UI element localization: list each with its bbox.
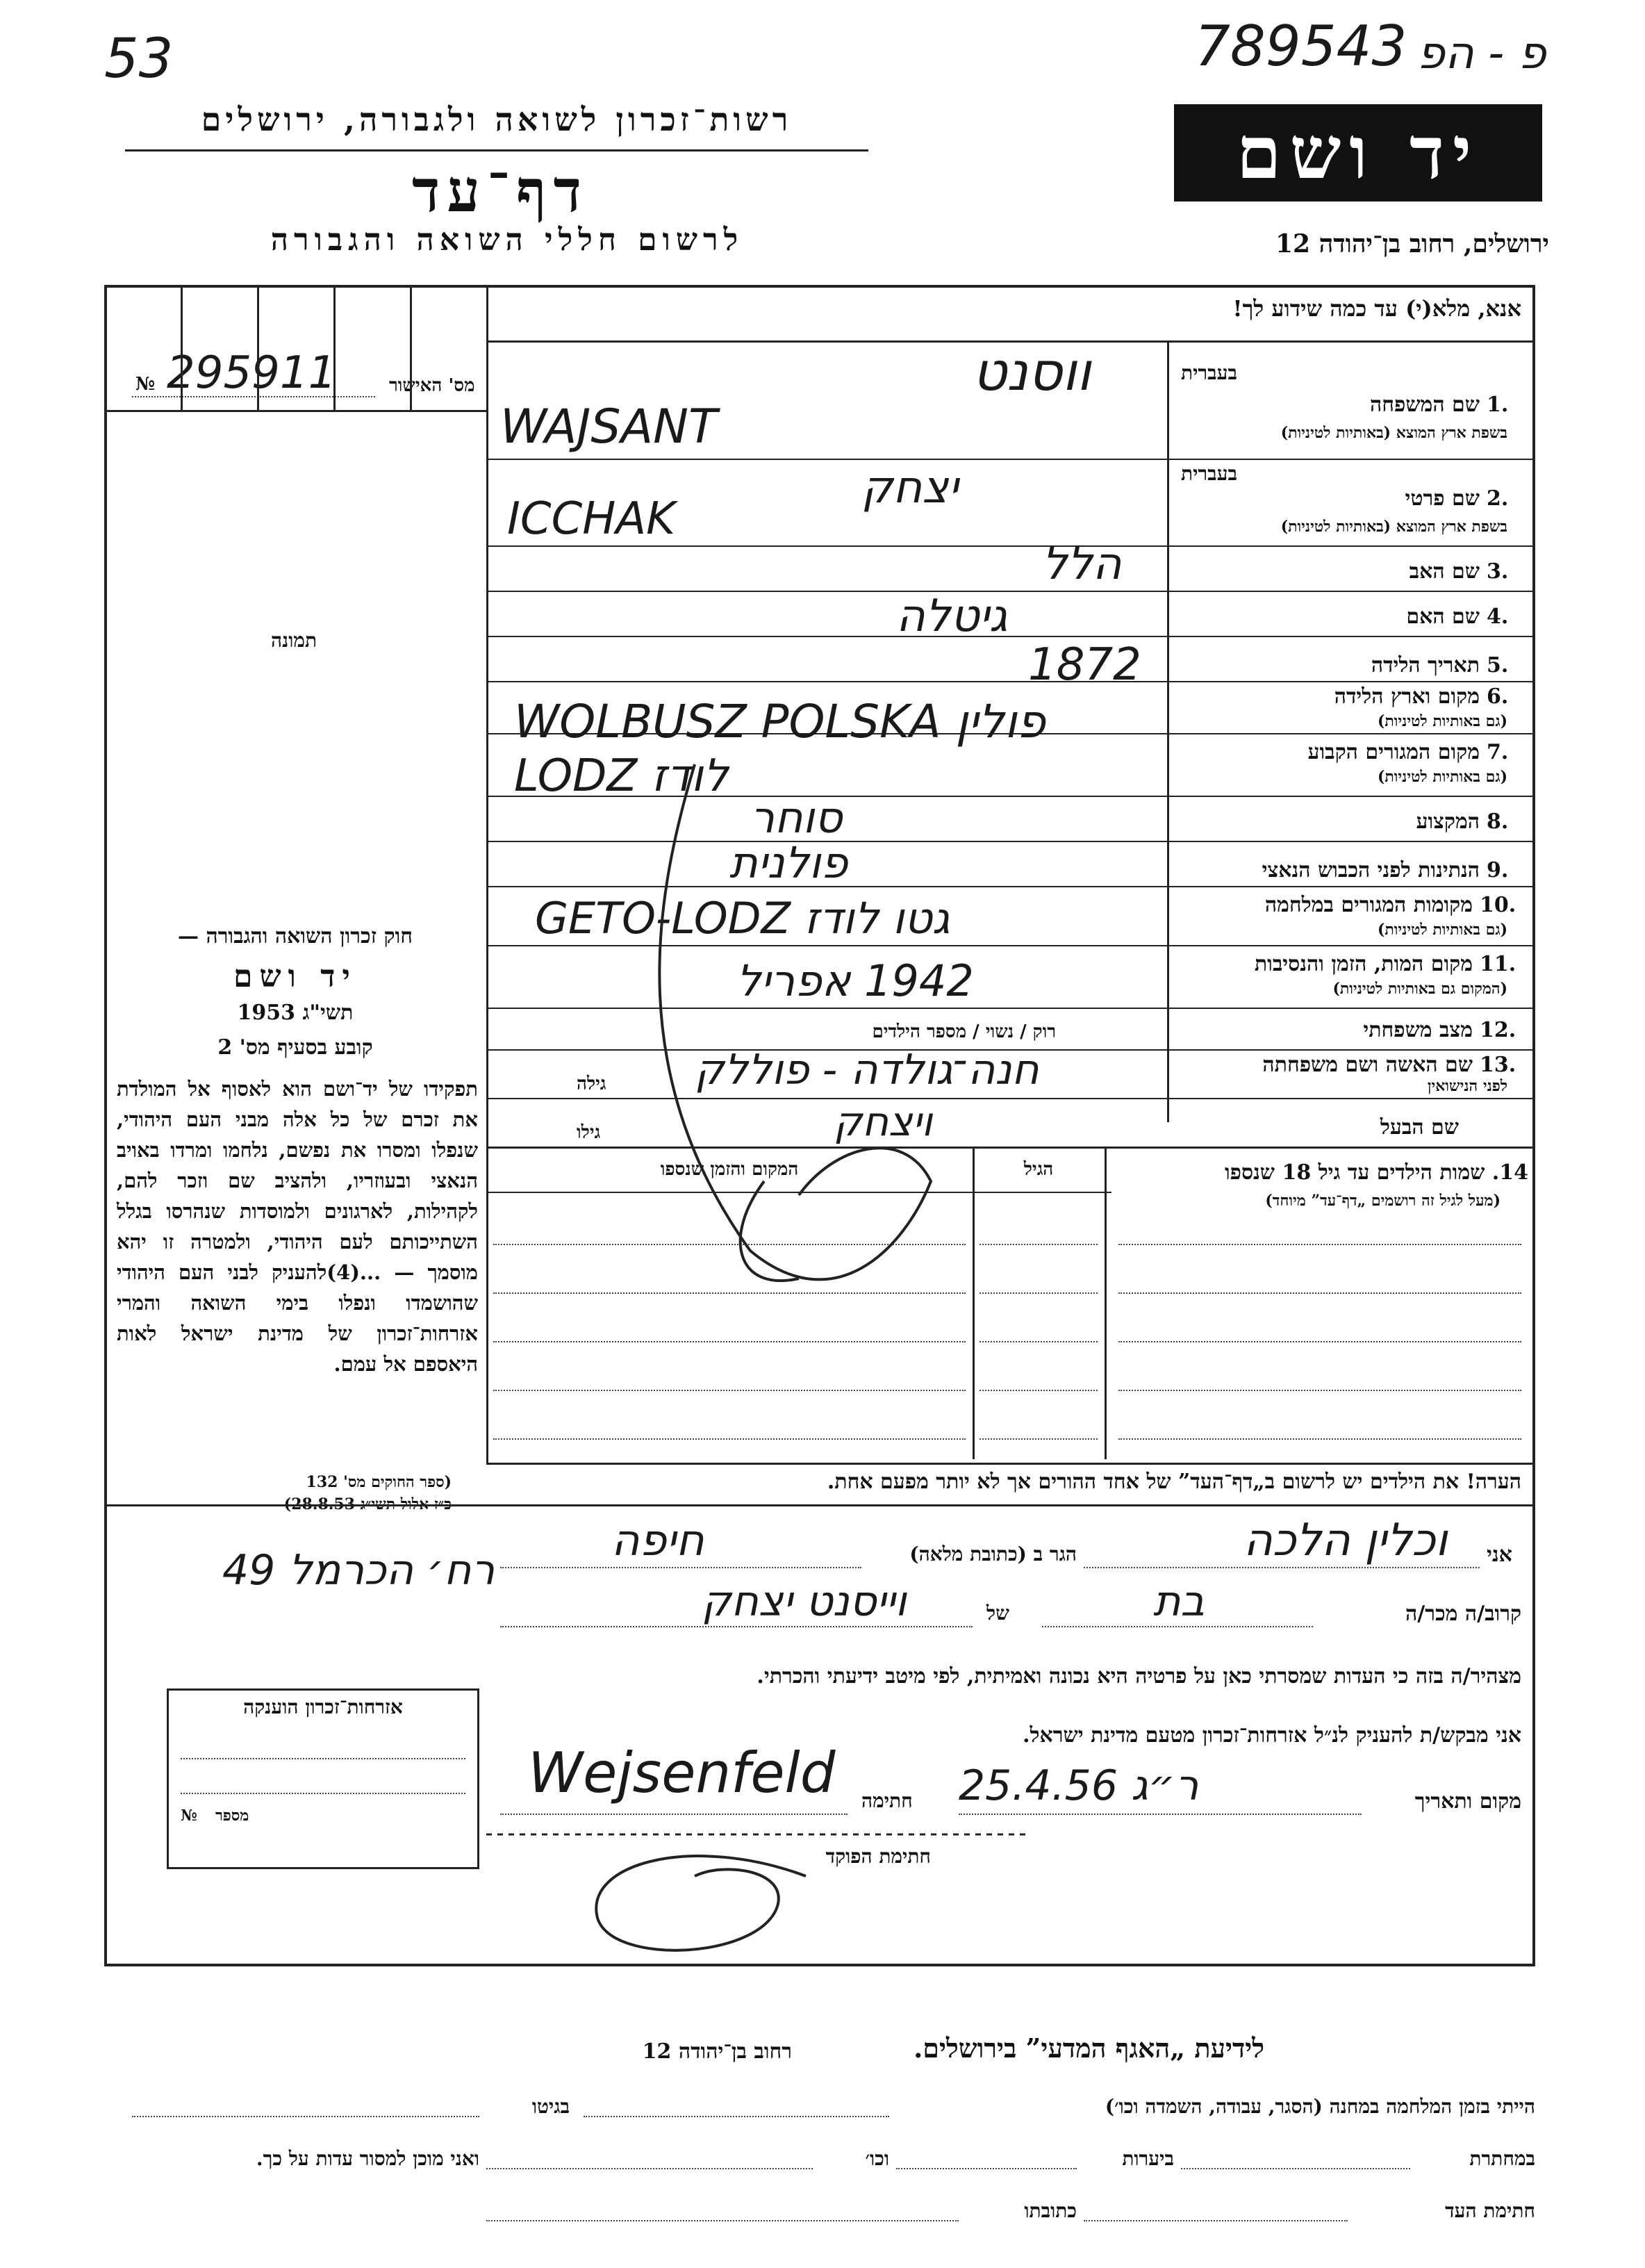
family-status-options: רוק / נשוי / מספר הילדים [872, 1021, 1056, 1042]
science-line2-b: ביערות [1122, 2147, 1174, 2170]
decl-officer-label: חתימת הפוקד [825, 1845, 931, 1868]
logo-text: יד ושם [1236, 110, 1480, 195]
decl-statement: מצהיר/ה בזה כי העדות שמסרתי כאן על פרטיה היא נכונה ואמיתית, לפי מיטב ידיעתי והכרתי. [757, 1664, 1521, 1688]
field-10-value: GETO-LODZ גטו לודז [535, 893, 950, 944]
field-7-num: 7. [1487, 740, 1509, 764]
field-5-num: 5. [1487, 653, 1509, 677]
science-line2-a: במחתרת [1469, 2147, 1535, 2170]
decl-place-date: ר״ג 25.4.56 [959, 1761, 1199, 1810]
field-6-sub: (גם באותיות לטיניות) [1377, 712, 1507, 730]
note-text: הערה! את הילדים יש לרשום ב„דף־העד” של אחד ההורים אך לא יותר מפעם אחת. [827, 1470, 1521, 1494]
field-13-value: חנה־גולדה - פוללק [695, 1046, 1039, 1094]
field-8-num: 8. [1487, 810, 1509, 834]
field-1-hebrew-value: ווסנט [973, 340, 1091, 402]
field-1-label: שם המשפחה [1369, 393, 1480, 417]
decl-signature: Wejsenfeld [528, 1741, 836, 1805]
field-11-sub: (המקום גם באותיות לטיניות) [1332, 980, 1507, 998]
field-2-sub: בשפת ארץ המוצא (באותיות לטיניות) [1280, 518, 1507, 536]
decl-relation: בת [1153, 1577, 1205, 1626]
decl-relative-name: וייסנט יצחק [702, 1577, 907, 1626]
authority-line: רשות־זכרון לשואה ולגבורה, ירושלים [201, 101, 793, 138]
science-line1-a: הייתי בזמן המלחמה במחנה (הסגר, עבודה, השמדה וכו׳) [1105, 2095, 1535, 2118]
field-9-value: פולנית [729, 837, 848, 888]
field-3-value: הלל [1042, 539, 1122, 590]
science-line2-c: וכו׳ [865, 2147, 889, 2170]
field-4-label: שם האם [1406, 605, 1480, 629]
decl-place-date-label: מקום ותאריך [1414, 1789, 1521, 1814]
field-7-value: LODZ לודז [514, 750, 729, 802]
law-name: יד ושם [233, 959, 357, 994]
decl-address: חיפה [611, 1515, 704, 1566]
decl-relative-label: קרוב/ה מכר/ה [1405, 1602, 1521, 1626]
science-address: רחוב בן־יהודה 12 [642, 2039, 792, 2064]
field-9-num: 9. [1487, 858, 1509, 882]
field-10-label: מקומות המגורים במלחמה [1264, 893, 1473, 917]
field-2-label: שם פרטי [1405, 486, 1480, 511]
field-husband-label: שם הבעל [1380, 1115, 1459, 1140]
page-number: 53 [104, 28, 174, 90]
decl-address-extra: רח׳ הכרמל 49 [222, 1546, 495, 1595]
decl-of-label: של [986, 1602, 1009, 1625]
citizenship-number-label: מספר [215, 1807, 249, 1825]
field-2-num: 2. [1487, 486, 1509, 511]
science-title: לידיעת „האגף המדעי” בירושלים. [914, 2032, 1264, 2064]
field-11-num: 11. [1480, 952, 1516, 976]
field-2-hebrew-value: יצחק [861, 462, 959, 513]
citizenship-symbol: № [181, 1807, 197, 1825]
field-6-label: מקום וארץ הלידה [1334, 684, 1480, 709]
children-place-col: המקום והזמן שנספו [660, 1159, 799, 1180]
law-body: תפקידו של יד־ושם הוא לאסוף אל המולדת את זכרם של כל אלה מבני העם היהודי, שנפלו ומסרו את נפשם, נלחמו ומרדו באויב הנאצי ובעוזריו, ולהציב שם וזכר להם, לקהילות, לארגונים ולמוסדות שנהרסו בגלל השתייכותם לעם היהודי, ולמטרה זו יהא מוסמך — ...(4)להעניק לבני העם היהודי שהושמדו ונפלו בימי השואה והמרי אזרחות־זכרון של מדינת ישראל לאות היאספם אל עמם. [117, 1077, 478, 1376]
archive-number: 789543 [1195, 14, 1407, 79]
law-year: תשי"ג 1953 [237, 1001, 354, 1025]
field-husband-value: ויצחק [834, 1098, 933, 1145]
field-7-label: מקום המגורים הקבוע [1307, 740, 1480, 764]
field-4-num: 4. [1487, 605, 1509, 629]
science-line3-a: חתימת העד [1445, 2199, 1535, 2222]
science-line2-d: ואני מוכן למסור עדות על כך. [256, 2147, 479, 2170]
field-11-label: מקום המות, הזמן והנסיבות [1254, 952, 1473, 976]
law-section: קובע בסעיף מס' 2 [217, 1035, 373, 1060]
law-footnote-2: כ״ז אלול תשי״ג 28.8.53) [283, 1495, 452, 1513]
field-1-num: 1. [1487, 393, 1509, 417]
field-12-label: מצב משפחתי [1363, 1018, 1473, 1042]
field-11-value: 1942 אפריל [736, 955, 974, 1006]
field-13-label: שם האשה ושם משפחתה [1262, 1053, 1473, 1077]
children-age-col: הגיל [1023, 1159, 1054, 1180]
approval-symbol: № [135, 374, 156, 395]
field-9-label: הנתינות לפני הכבוש הנאצי [1262, 858, 1480, 882]
subtitle: לרשום חללי השואה והגבורה [270, 222, 744, 258]
field-8-value: סוחר [750, 792, 843, 843]
law-title: חוק זכרון השואה והגבורה — [178, 924, 413, 948]
approval-label: מס' האישור [389, 375, 475, 396]
age-label-wife: גילה [577, 1074, 606, 1094]
children-sub: (מעל לגיל זה רושמים „דף־עד” מיוחד) [1265, 1192, 1501, 1210]
field-6-value: WOLBUSZ POLSKA פולין [514, 695, 1045, 748]
field-2-hebrew-tag: בעברית [1181, 462, 1238, 485]
field-10-num: 10. [1480, 893, 1516, 917]
decl-name: וכלין הלכה [1243, 1515, 1448, 1566]
field-13-sub: לפני הנישואין [1427, 1077, 1507, 1095]
page-title: דף־עד [411, 156, 588, 225]
age-label-husband: גילו [577, 1122, 601, 1143]
field-1-latin-value: WAJSANT [500, 400, 718, 454]
field-1-sub: בשפת ארץ המוצא (באותיות לטיניות) [1280, 424, 1507, 442]
field-2-latin-value: ICCHAK [507, 493, 676, 545]
field-13-num: 13. [1480, 1053, 1516, 1077]
science-line1-b: בגיטו [531, 2095, 570, 2118]
header-address: ירושלים, רחוב בן־יהודה 12 [1275, 229, 1549, 258]
field-10-sub: (גם באותיות לטיניות) [1377, 921, 1507, 939]
decl-request: אני מבקש/ת להעניק לנ״ל אזרחות־זכרון מטעם מדינת ישראל. [1023, 1723, 1521, 1748]
field-8-label: המקצוע [1416, 810, 1480, 834]
instruction: אנא, מלא(י) עד כמה שידוע לך! [1232, 295, 1521, 322]
photo-label: תמונה [271, 629, 317, 652]
field-3-label: שם האב [1409, 559, 1480, 584]
field-5-label: תאריך הלידה [1371, 653, 1480, 677]
field-1-hebrew-tag: בעברית [1181, 361, 1238, 384]
children-label: 14. שמות הילדים עד גיל 18 שנספו [1224, 1160, 1528, 1185]
approval-number: 295911 [167, 347, 337, 399]
field-5-value: 1872 [1028, 639, 1141, 691]
archive-code: פ - הפ [1417, 28, 1546, 79]
field-12-num: 12. [1480, 1018, 1516, 1042]
field-7-sub: (גם באותיות לטיניות) [1377, 768, 1507, 786]
decl-resides-label: הגר ב (כתובת מלאה) [909, 1543, 1077, 1566]
decl-i-label: אני [1487, 1543, 1512, 1567]
citizenship-title: אזרחות־זכרון הוענקה [243, 1695, 403, 1718]
field-6-num: 6. [1487, 684, 1509, 709]
field-3-num: 3. [1487, 559, 1509, 584]
science-line3-b: כתובתו [1024, 2199, 1077, 2222]
field-4-value: גיטלה [896, 591, 1008, 642]
law-footnote-1: (ספר החוקים מס' 132 [306, 1473, 452, 1491]
decl-signature-label: חתימה [861, 1789, 913, 1812]
